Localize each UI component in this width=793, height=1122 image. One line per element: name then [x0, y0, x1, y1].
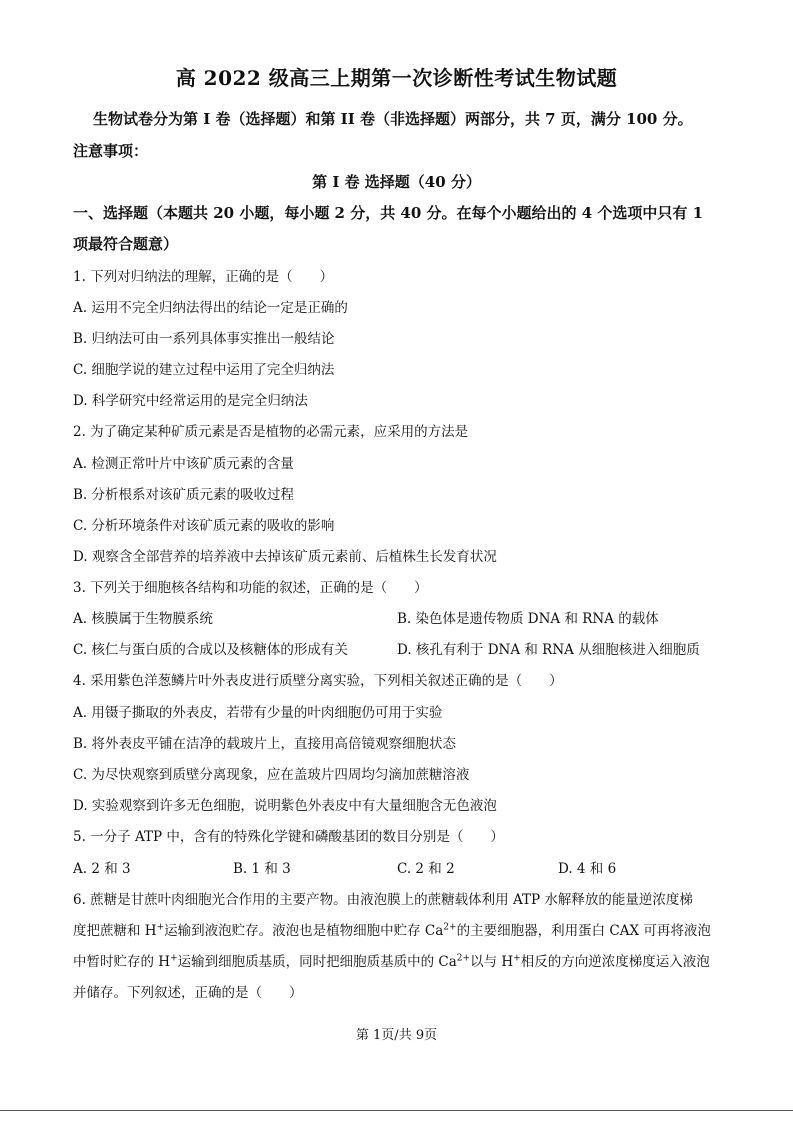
- question-6-line-1: 6. 蔗糖是甘蔗叶肉细胞光合作用的主要产物。由液泡膜上的蔗糖载体利用 ATP 水解释放的能量逆浓度梯: [73, 892, 693, 908]
- exam-intro: 生物试卷分为第 I 卷（选择题）和第 II 卷（非选择题）两部分，共 7 页，满分 100 分。: [93, 110, 693, 128]
- question-1-option-a: A. 运用不完全归纳法得出的结论一定是正确的: [73, 300, 348, 316]
- question-1-stem: 1. 下列对归纳法的理解，正确的是（ ）: [73, 269, 334, 285]
- notice-heading: 注意事项：: [73, 142, 149, 160]
- question-4-option-b: B. 将外表皮平铺在洁净的载玻片上，直接用高倍镜观察细胞状态: [73, 736, 457, 752]
- question-3-option-d: D. 核孔有利于 DNA 和 RNA 从细胞核进入细胞质: [397, 642, 700, 658]
- question-3-option-c: C. 核仁与蛋白质的合成以及核糖体的形成有关: [73, 642, 348, 658]
- part1-instructions-line1: 一、选择题（本题共 20 小题，每小题 2 分，共 40 分。在每个小题给出的 4 个选项中只有 1: [73, 204, 704, 222]
- question-1-option-c: C. 细胞学说的建立过程中运用了完全归纳法: [73, 362, 335, 378]
- part1-instructions-line2: 项最符合题意）: [73, 235, 179, 253]
- page-number: 第 1页/共 9页: [355, 1028, 438, 1043]
- question-5-option-d: D. 4 和 6: [558, 861, 617, 877]
- question-5-option-a: A. 2 和 3: [73, 861, 131, 877]
- exam-title: 高 2022 级高三上期第一次诊断性考试生物试题: [175, 66, 618, 90]
- question-4-option-a: A. 用镊子撕取的外表皮，若带有少量的叶肉细胞仍可用于实验: [73, 705, 443, 721]
- question-3-stem: 3. 下列关于细胞核各结构和功能的叙述，正确的是（ ）: [73, 580, 428, 596]
- question-5-stem: 5. 一分子 ATP 中，含有的特殊化学键和磷酸基团的数目分别是（ ）: [73, 829, 504, 845]
- question-5-option-b: B. 1 和 3: [233, 861, 291, 877]
- bottom-divider: [0, 1110, 793, 1111]
- question-1-option-d: D. 科学研究中经常运用的是完全归纳法: [73, 393, 308, 409]
- question-2-stem: 2. 为了确定某种矿质元素是否是植物的必需元素，应采用的方法是: [73, 424, 469, 440]
- question-2-option-a: A. 检测正常叶片中该矿质元素的含量: [73, 456, 294, 472]
- question-2-option-c: C. 分析环境条件对该矿质元素的吸收的影响: [73, 518, 335, 534]
- question-3-option-a: A. 核膜属于生物膜系统: [73, 611, 213, 627]
- question-4-stem: 4. 采用紫色洋葱鳞片叶外表皮进行质壁分离实验，下列相关叙述正确的是（ ）: [73, 673, 563, 689]
- question-2-option-d: D. 观察含全部营养的培养液中去掉该矿质元素前、后植株生长发育状况: [73, 549, 497, 565]
- question-1-option-b: B. 归纳法可由一系列具体事实推出一般结论: [73, 331, 335, 347]
- question-2-option-b: B. 分析根系对该矿质元素的吸收过程: [73, 487, 295, 503]
- section-heading: 第 I 卷 选择题（40 分）: [312, 173, 481, 191]
- question-5-option-c: C. 2 和 2: [397, 861, 455, 877]
- question-6-line-3: 中暂时贮存的 H+运输到细胞质基质，同时把细胞质基质中的 $Ca^{2+}$以与 H+相反的方向逆浓度梯度运入液泡: [73, 953, 710, 970]
- question-3-option-b: B. 染色体是遗传物质 DNA 和 RNA 的载体: [397, 611, 659, 627]
- question-4-option-d: D. 实验观察到许多无色细胞，说明紫色外表皮中有大量细胞含无色液泡: [73, 798, 497, 814]
- question-6-line-2: 度把蔗糖和 H+运输到液泡贮存。液泡也是植物细胞中贮存 $Ca^{2+}$的主要细胞器，利用蛋白 CAX 可再将液泡: [73, 922, 711, 939]
- question-6-line-4: 并储存。下列叙述，正确的是（ ）: [73, 985, 303, 1001]
- question-4-option-c: C. 为尽快观察到质壁分离现象，应在盖玻片四周均匀滴加蔗糖溶液: [73, 767, 470, 783]
